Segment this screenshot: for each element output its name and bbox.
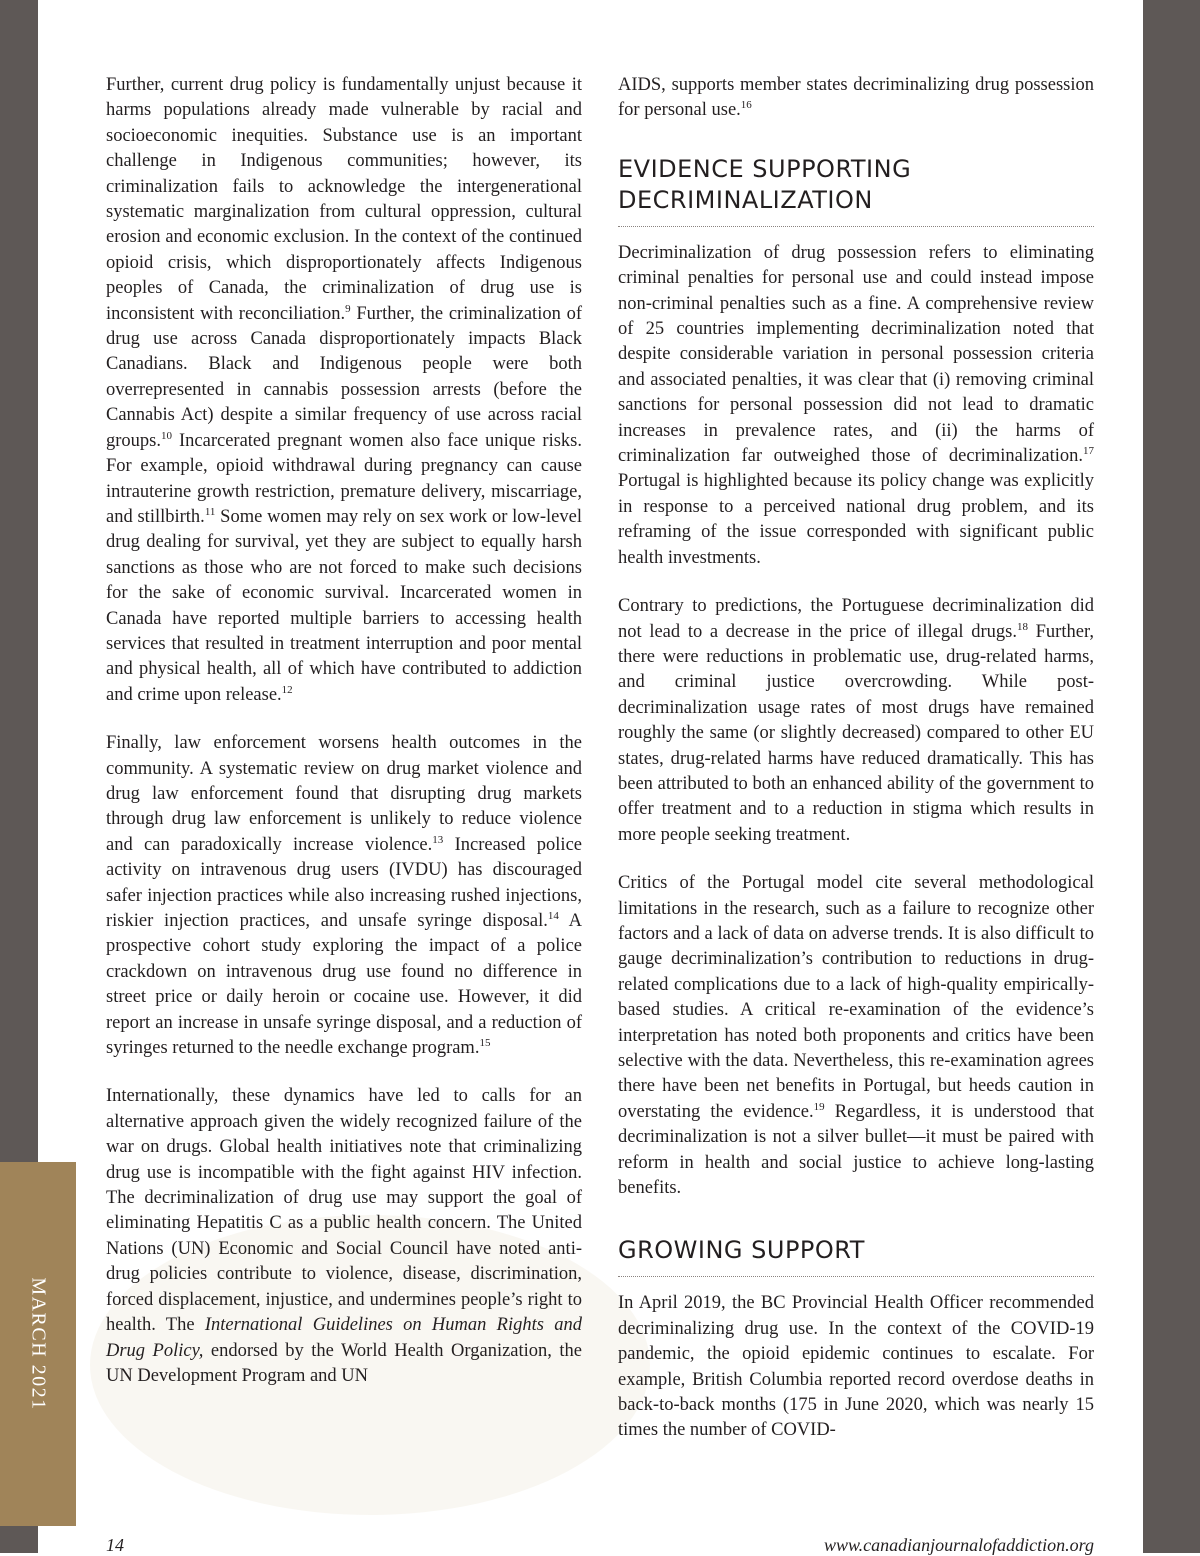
paragraph: Contrary to predictions, the Portuguese decriminalization did not lead to a decrease in the price of illegal drugs.$^{18}$ Further, there were reductions in problematic use, drug-related harms, and criminal justice overcrowding. While post-decriminalization usage rates of most drugs have remained roughly the same (or slightly decreased) compared to other EU states, drug-related harms have reduced dramatically. This has been attributed to both an enhanced ability of the government to offer treatment and to a reduction in stigma which results in more people seeking treatment. bbox=[618, 596, 1094, 845]
footnote-ref: 14 bbox=[547, 909, 559, 922]
footnote-ref: 13 bbox=[432, 833, 444, 846]
footnote-ref: 16 bbox=[740, 99, 752, 112]
document-title-italic: International Guidelines on Human Rights and Drug Policy, bbox=[106, 1315, 582, 1361]
footnote-ref: 12 bbox=[281, 683, 293, 696]
paragraph: Further, current drug policy is fundamentally unjust because it harms populations already made vulnerable by racial and socioeconomic inequities. Substance use is an important challenge in Indigenous communities; however, its criminalization fails to acknowledge the intergenerational systematic marginalization from cultural oppression, cultural erosion and economic exclusion. In the context of the continued opioid crisis, which disproportionately affects Indigenous peoples of Canada, the criminalization of drug use is inconsistent with reconciliation.$^9$ Further, the criminalization of drug use across Canada disproportionately impacts Black Canadians. Black and Indigenous people were both overrepresented in cannabis possession arrests (before the Cannabis Act) despite a similar frequency of use across racial groups.$^{10}$ Incarcerated pregnant women also face unique risks. For example, opioid withdrawal during pregnancy can cause intrauterine growth restriction, premature delivery, miscarriage, and stillbirth.$^{11}$ Some women may rely on sex work or low-level drug dealing for survival, yet they are subject to equally harsh sanctions as those who are not forced to make such decisions for the sake of economic survival. Incarcerated women in Canada have reported multiple barriers to accessing health services that resulted in treatment interruption and poor mental and physical health, all of which have contributed to addiction and crime upon release.$^{12}$ bbox=[106, 75, 582, 705]
footnote-ref: 15 bbox=[479, 1036, 491, 1049]
section-heading-evidence: EVIDENCE SUPPORTING DECRIMINALIZATION bbox=[618, 154, 1094, 227]
paragraph: Internationally, these dynamics have led to calls for an alternative approach given the widely recognized failure of the war on drugs. Global health initiatives note that criminalizing drug use is incompatible with the fight against HIV infection. The decriminalization of drug use may support the goal of eliminating Hepatitis C as a public health concern. The United Nations (UN) Economic and Social Council have noted anti-drug policies contribute to violence, disease, discrimination, forced displacement, injustice, and undermines people’s right to health. The International Guidelines on Human Rights and Drug Policy, endorsed by the World Health Organization, the UN Development Program and UN bbox=[106, 1086, 583, 1386]
right-column bbox=[618, 73, 1094, 1467]
footnote-ref: 19 bbox=[813, 1100, 825, 1113]
footnote-ref: 9 bbox=[345, 302, 351, 315]
journal-website: www.canadianjournalofaddiction.org bbox=[823, 1535, 1094, 1555]
section-heading-growing-support: GROWING SUPPORT bbox=[618, 1235, 1094, 1277]
paragraph: AIDS, supports member states decriminalizing drug possession for personal use.$^{16}$ bbox=[618, 75, 1094, 121]
footnote-ref: 11 bbox=[204, 505, 216, 518]
footnote-ref: 10 bbox=[161, 429, 172, 442]
right-margin-bar bbox=[1143, 0, 1200, 1553]
footnote-ref: 18 bbox=[1016, 620, 1028, 633]
paragraph: In April 2019, the BC Provincial Health Officer recommended decriminalizing drug use. In the context of the COVID-19 pandemic, the opioid epidemic continues to escalate. For example, British Columbia reported record overdose deaths in back-to-back months (175 in June 2020, which was nearly 15 times the number of COVID- bbox=[618, 1293, 1094, 1441]
paragraph: Decriminalization of drug possession refers to eliminating criminal penalties for personal use and could instead impose non-criminal penalties such as a fine. A comprehensive review of 25 countries implementing decriminalization noted that despite considerable variation in personal possession criteria and associated penalties, it was clear that (i) removing criminal sanctions for personal possession did not lead to dramatic increases in prevalence rates, and (ii) the harms of criminalization far outweighed those of decriminalization.$^{17}$ Portugal is highlighted because its policy change was explicitly in response to a perceived national drug problem, and its reframing of the issue corresponded with significant public health investments. bbox=[618, 242, 1094, 568]
footnote-ref: 17 bbox=[1083, 444, 1094, 457]
left-column bbox=[106, 73, 582, 1412]
paragraph: Critics of the Portugal model cite several methodological limitations in the research, such as a failure to recognize other factors and a lack of data on adverse trends. It is also difficult to gauge decriminalization’s contribution to reductions in drug-related complications due to a lack of high-quality empirically-based studies. A critical re-examination of the evidence’s interpretation has noted both proponents and critics have been selective with the data. Nevertheless, this re-examination agrees there have been net benefits in Portugal, but heeds caution in overstating the evidence.$^{19}$ Regardless, it is understood that decriminalization is not a silver bullet—it must be paired with reform in health and social justice to achieve long-lasting benefits. bbox=[618, 873, 1094, 1199]
page-number: 14 bbox=[106, 1535, 124, 1555]
issue-date-label: MARCH 2021 bbox=[27, 1277, 50, 1411]
paragraph: Finally, law enforcement worsens health outcomes in the community. A systematic review on drug market violence and drug law enforcement found that disrupting drug markets through drug law enforcement is unlikely to reduce violence and can paradoxically increase violence.$^{13}$ Increased police activity on intravenous drug users (IVDU) has discouraged safer injection practices while also increasing rushed injections, riskier injection practices, and unsafe syringe disposal.$^{14}$ A prospective cohort study exploring the impact of a police crackdown on intravenous drug use found no difference in street price or daily heroin or cocaine use. However, it did report an increase in unsafe syringe disposal, and a reduction of syringes returned to the needle exchange program.$^{15}$ bbox=[106, 733, 582, 1059]
